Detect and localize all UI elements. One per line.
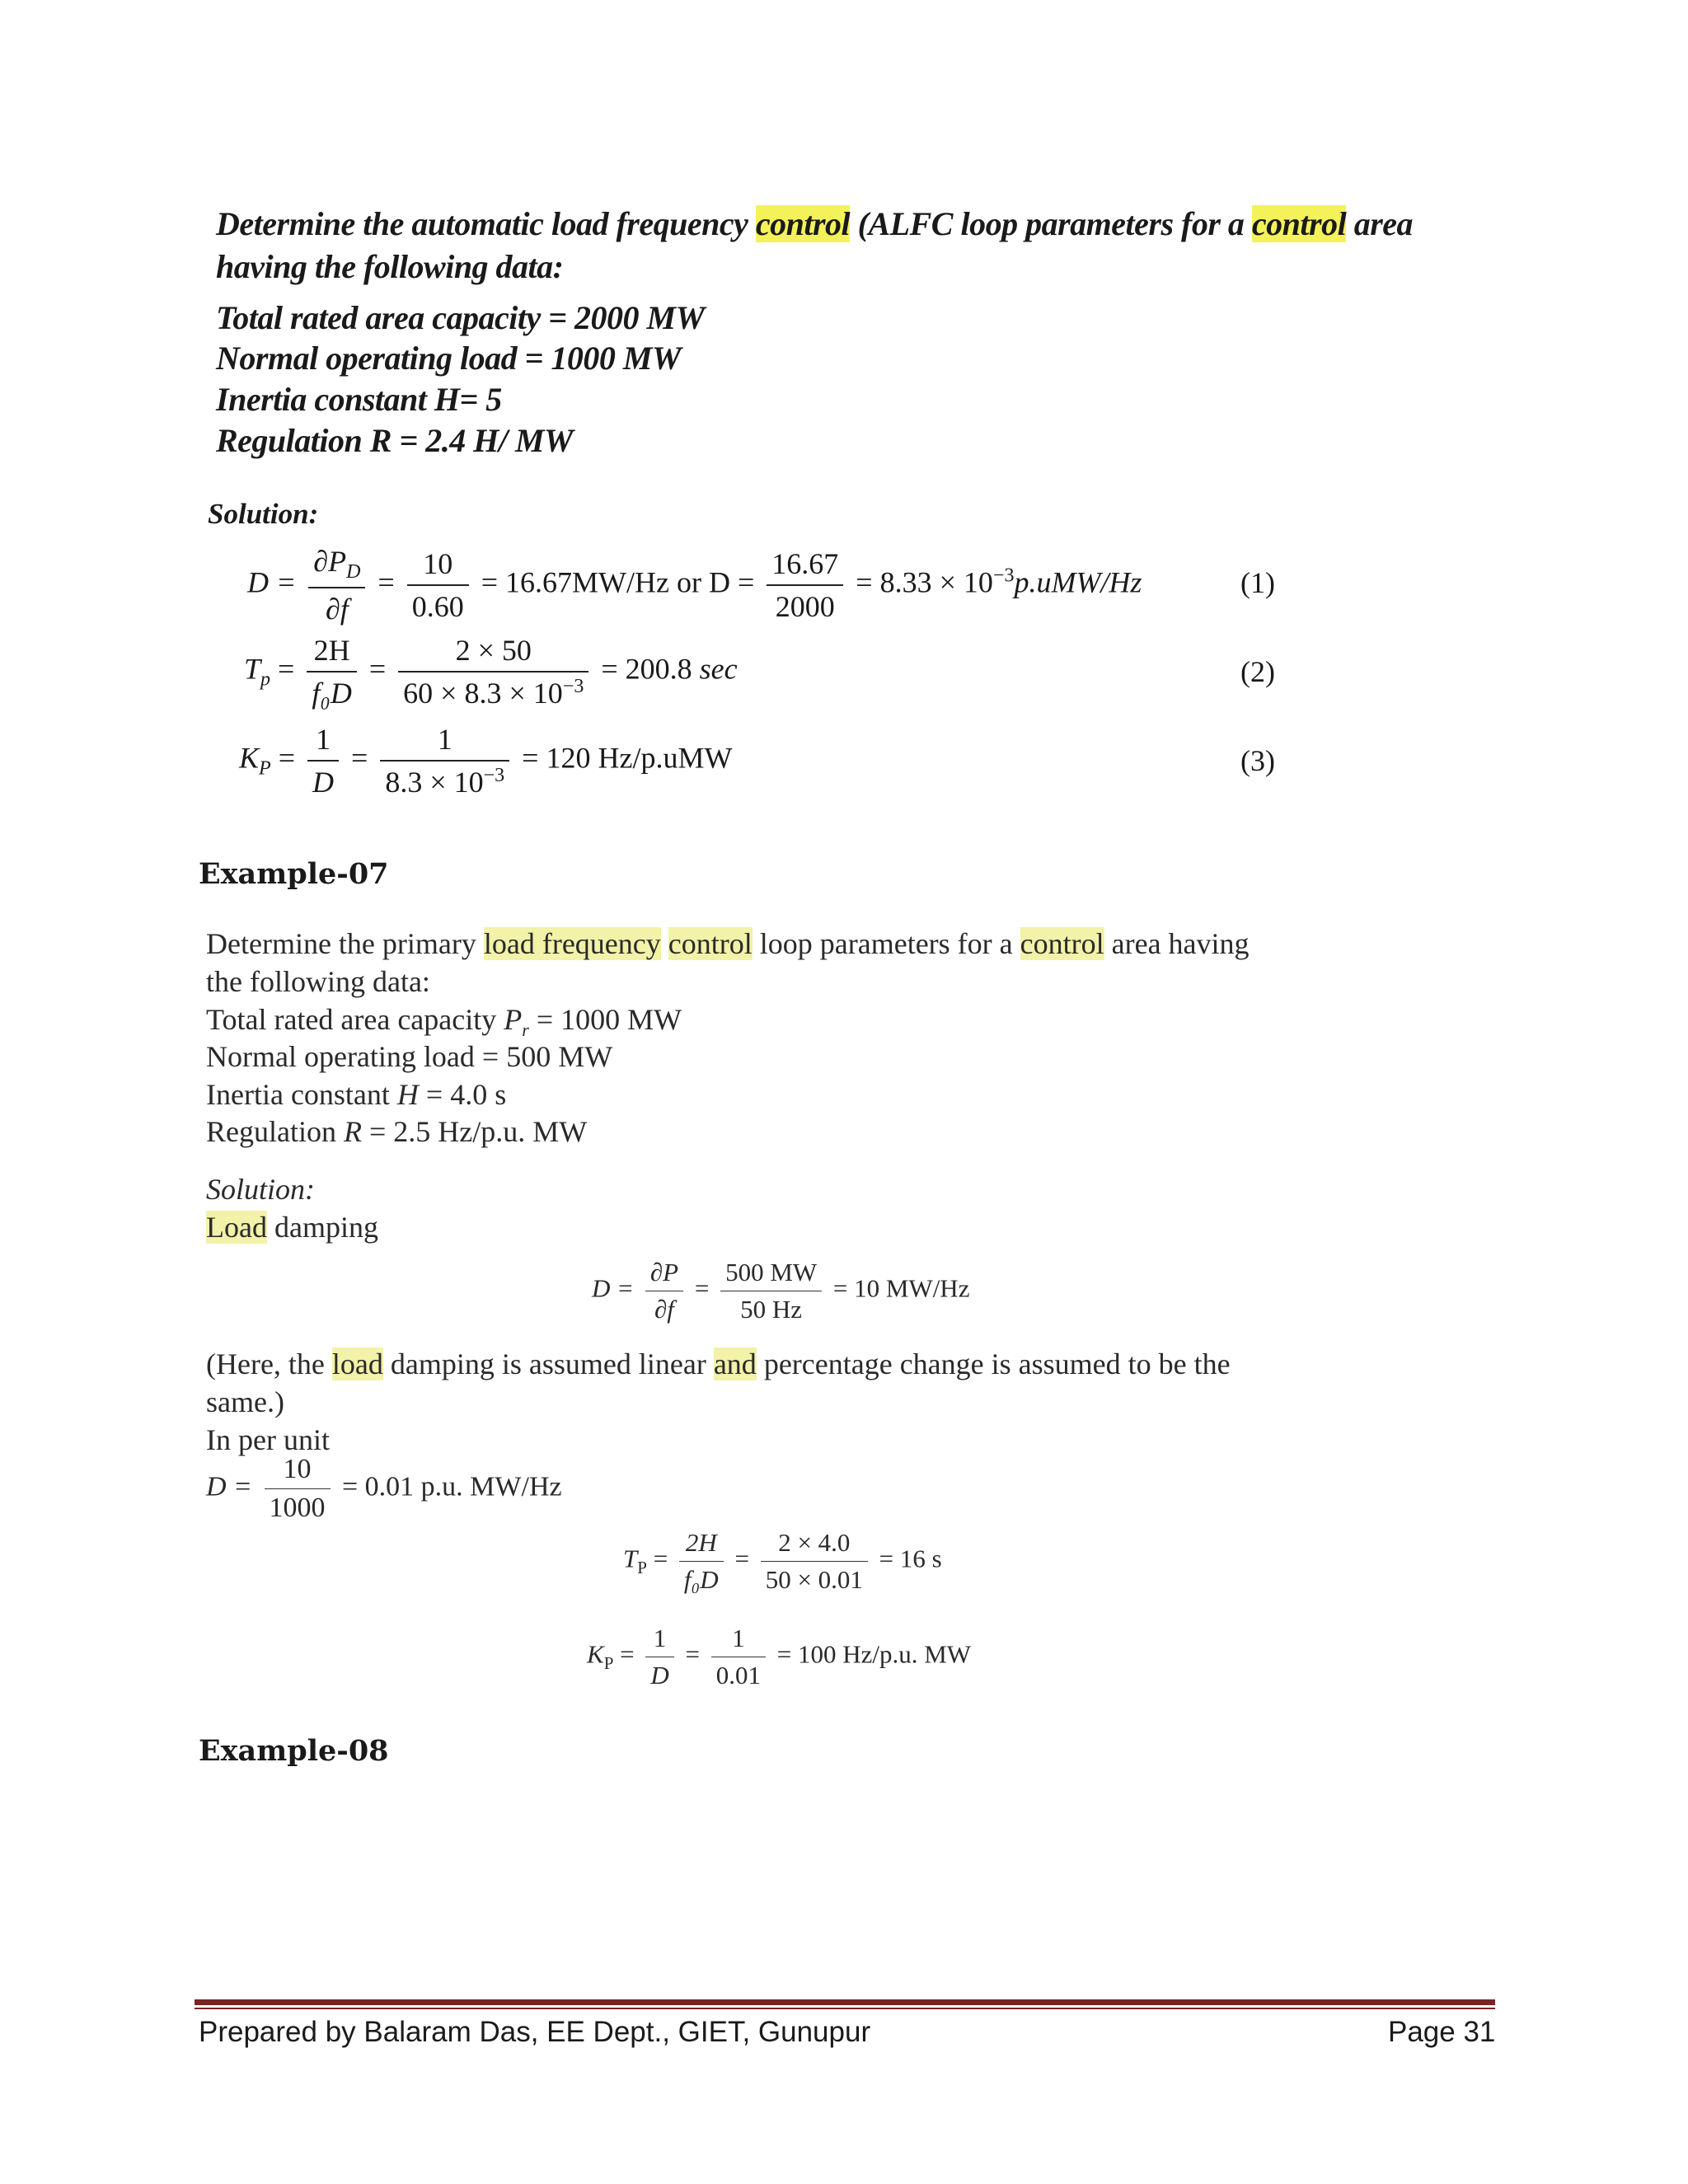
fraction: $\frac{16.67}{2000}$ bbox=[767, 546, 843, 624]
highlight-control: control bbox=[1020, 927, 1104, 960]
example-07-capacity: Total rated area capacity $P_r = 1000$ MW bbox=[206, 1003, 682, 1041]
fraction: $\frac{2 \times 50}{60 \times 8.3 \times 10^{-3}}$ bbox=[398, 633, 588, 710]
data-line-load: Normal operating load = 1000 MW bbox=[216, 340, 682, 377]
equation-number: (3) bbox=[1240, 744, 1275, 777]
example-07-note-line-2: same.) bbox=[206, 1385, 284, 1418]
footer-rule bbox=[195, 1999, 1495, 2005]
highlight-control: control bbox=[668, 927, 753, 960]
example-07-heading: Example-07 bbox=[199, 857, 389, 891]
fraction: $\frac{500 MW}{50 Hz}$ bbox=[720, 1258, 822, 1324]
equation-number: (2) bbox=[1240, 655, 1275, 688]
example-07-statement-line-2: the following data: bbox=[206, 965, 430, 998]
example-07-inertia: Inertia constant H = 4.0 s bbox=[206, 1078, 507, 1111]
example-07-load-damping: Load damping bbox=[206, 1211, 378, 1244]
example-08-heading: Example-08 bbox=[199, 1734, 389, 1768]
highlight-and: and bbox=[713, 1347, 757, 1380]
equation-damping: D = $\frac{\partial P_D}{\partial f}$ = $\frac{10}{0.60}$ = 16.67MW/Hz or D = $\frac{16.67}{2000}$ = $8.33 \times 10^{-3}p.uMW/Hz$ bbox=[247, 545, 1142, 626]
data-line-inertia: Inertia constant H= 5 bbox=[216, 381, 502, 418]
fraction: $\frac{\partial P_D}{\partial f}$ bbox=[308, 544, 365, 626]
equation-load-damping: D = $\frac{\partial P}{\partial f}$ = $\frac{500 MW}{50 Hz}$ = 10 MW/Hz bbox=[592, 1258, 970, 1324]
problem-statement-line-2: having the following data: bbox=[216, 248, 564, 285]
equation-gain-07: $K_P$ = $\frac{1}{D}$ = $\frac{1}{0.01}$ = 100 Hz/p.u. MW bbox=[587, 1624, 972, 1690]
fraction: $\frac{10}{1000}$ bbox=[265, 1454, 331, 1524]
fraction: $\frac{1}{D}$ bbox=[645, 1624, 673, 1690]
fraction: $\frac{1}{0.01}$ bbox=[711, 1624, 766, 1690]
footer-rule-thin bbox=[195, 2008, 1495, 2009]
data-line-capacity: Total rated area capacity = 2000 MW bbox=[216, 299, 705, 336]
example-07-note-line-1: (Here, the load damping is assumed linear and percentage change is assumed to be the bbox=[206, 1347, 1231, 1380]
fraction: $\frac{1}{8.3 \times 10^{-3}}$ bbox=[380, 722, 509, 799]
equation-number: (1) bbox=[1240, 566, 1275, 599]
data-line-regulation: Regulation R = 2.4 H/ MW bbox=[216, 422, 574, 459]
fraction: $\frac{2H}{\text{f₀D}}$ bbox=[679, 1528, 724, 1595]
example-07-per-unit-label: In per unit bbox=[206, 1423, 330, 1456]
footer-author: Prepared by Balaram Das, EE Dept., GIET, Gunupur bbox=[199, 2016, 871, 2048]
example-07-load: Normal operating load = 500 MW bbox=[206, 1040, 613, 1073]
page-number: Page 31 bbox=[1388, 2016, 1496, 2048]
fraction: $\frac{10}{0.60}$ bbox=[407, 546, 469, 624]
highlight-control: control bbox=[755, 205, 851, 242]
example-07-solution-label: Solution: bbox=[206, 1173, 315, 1206]
highlight-control: control bbox=[1251, 205, 1347, 242]
fraction: $\frac{2 \times 4.0}{50 \times 0.01}$ bbox=[761, 1528, 868, 1595]
fraction: $\frac{\partial P}{\partial f}$ bbox=[645, 1258, 683, 1324]
solution-label: Solution: bbox=[208, 498, 319, 530]
equation-time-constant-07: $T_P$ = $\frac{2H}{\text{f₀D}}$ = $\frac{2 \times 4.0}{50 \times 0.01}$ = 16 s bbox=[623, 1528, 942, 1594]
fraction: $\frac{2H}{\text{f₀D}}$ bbox=[307, 633, 357, 710]
problem-statement-line-1: Determine the automatic load frequency control (ALFC loop parameters for a control area bbox=[216, 205, 1414, 242]
highlight-load-frequency: load frequency bbox=[483, 927, 661, 960]
highlight-load: load bbox=[331, 1347, 383, 1380]
fraction: $\frac{1}{D}$ bbox=[307, 722, 339, 799]
highlight-load: Load bbox=[206, 1211, 267, 1244]
equation-damping-per-unit: D = $\frac{10}{1000}$ = 0.01 p.u. MW/Hz bbox=[206, 1454, 562, 1523]
example-07-regulation: Regulation R = 2.5 Hz/p.u. MW bbox=[206, 1115, 588, 1148]
example-07-statement-line-1: Determine the primary load frequency control loop parameters for a control area having bbox=[206, 927, 1250, 960]
equation-time-constant: $T_p$ = $\frac{2H}{\text{f₀D}}$ = $\frac{2 \times 50}{60 \times 8.3 \times 10^{-3}}$ = 200.8 sec bbox=[244, 634, 738, 710]
equation-gain: $K_P$ = $\frac{1}{D}$ = $\frac{1}{8.3 \times 10^{-3}}$ = 120 Hz/p.uMW bbox=[239, 723, 733, 799]
